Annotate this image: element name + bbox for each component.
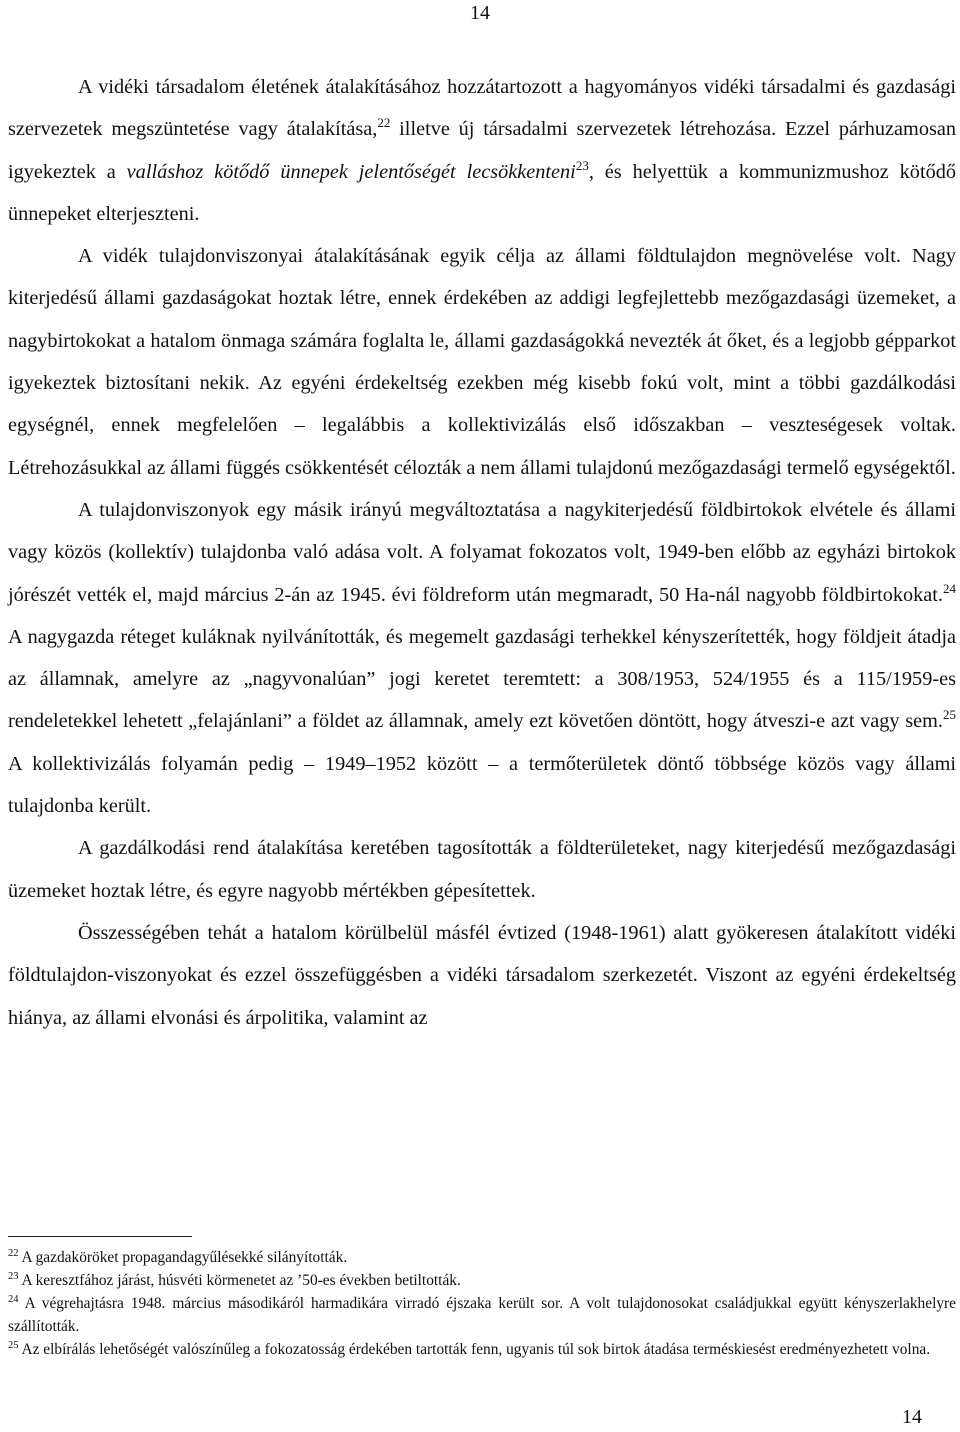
italic-phrase: valláshoz kötődő ünnepek jelentőségét lecsökkenteni xyxy=(126,160,576,183)
footnote-ref-22[interactable]: 22 xyxy=(377,115,391,131)
body-text xyxy=(8,66,956,1039)
page-number-bottom: 14 xyxy=(902,1406,922,1428)
paragraph-2: A vidék tulajdonviszonyai átalakításának egyik célja az állami földtulajdon megnövelése volt. Nagy kiterjedésű állami gazdaságokat hoztak létre, ennek érdekében az addigi legfejlettebb mezőgazdasági üzemeket, a nagybirtokokat a hatalom önmaga számára foglalta le, állami gazdaságokká nevezték át őket, és a legjobb gépparkot igyekeztek biztosítani nekik. Az egyéni érdekeltség ezekben még kisebb fokú volt, mint a többi gazdálkodási egységnél, ennek megfelelően – legalábbis a kollektivizálás első időszakban – veszteségesek voltak. Létrehozásukkal az állami függés csökkentését célozták a nem állami tulajdonú mezőgazdasági termelő egységektől. xyxy=(8,245,956,479)
paragraph-3: A tulajdonviszonyok egy másik irányú megváltoztatása a nagykiterjedésű földbirtokok elvétele és állami vagy közös (kollektív) tulajdonba való adása volt. A folyamat fokozatos volt, 1949-ben előbb az egyházi birtokok jórészét vették el, majd március 2-án az 1945. évi földreform után megmaradt, 50 Ha-nál nagyobb földbirtokokat.$^{24}$ A nagygazda réteget kuláknak nyilvánították, és megemelt gazdasági terhekkel kényszerítették, hogy földjeit átadja az államnak, amelyre az „nagyvonalúan” jogi keretet teremtett: a 308/1953, 524/1955 és a 115/1959-es rendeletekkel lehetett „felajánlani” a földet az államnak, amely ezt követően döntött, hogy átveszi-e azt vagy sem.$^{25}$ A kollektivizálás folyamán pedig – 1949–1952 között – a termőterületek döntő többsége közös vagy állami tulajdonba került. xyxy=(8,498,956,818)
footnote-24: $^{24}$ A végrehajtásra 1948. március másodikáról harmadikára virradó éjszaka került sor. A volt tulajdonosokat családjukkal együtt kényszerlakhelyre szállították. xyxy=(8,1293,956,1335)
footnote-23: $^{23}$ A keresztfához járást, húsvéti körmenetet az ’50-es években betiltották. xyxy=(8,1270,461,1289)
footnote-ref-25[interactable]: 25 xyxy=(943,707,956,723)
footnotes xyxy=(8,1246,956,1361)
page-number-top: 14 xyxy=(470,2,490,24)
footnote-22: $^{22}$ A gazdaköröket propagandagyűlésekké silányították. xyxy=(8,1247,348,1266)
footnote-25: $^{25}$ Az elbírálás lehetőségét valószínűleg a fokozatosság érdekében tartották fenn, ugyanis túl sok birtok átadása terméskiesést eredményezhetett volna. xyxy=(8,1339,931,1358)
footnote-ref-23[interactable]: 23 xyxy=(575,157,589,173)
footnote-ref-24[interactable]: 24 xyxy=(943,580,956,596)
paragraph-5: Összességében tehát a hatalom körülbelül másfél évtized (1948-1961) alatt gyökeresen átalakított vidéki földtulajdon-viszonyokat és ezzel összefüggésben a vidéki társadalom szerkezetét. Viszont az egyéni érdekeltség hiánya, az állami elvonási és árpolitika, valamint az xyxy=(8,921,956,1029)
footnote-separator xyxy=(8,1236,192,1237)
paragraph-4: A gazdálkodási rend átalakítása keretében tagosították a földterületeket, nagy kiterjedésű mezőgazdasági üzemeket hoztak létre, és egyre nagyobb mértékben gépesítettek. xyxy=(8,837,956,902)
paragraph-1: A vidéki társadalom életének átalakításához hozzátartozott a hagyományos vidéki társadalmi és gazdasági szervezetek megszüntetése vagy átalakítása,$^{22}$ illetve új társadalmi szervezetek létrehozása. Ezzel párhuzamosan igyekeztek a valláshoz kötődő ünnepek jelentőségét lecsökkenteni$^{23}$, és helyettük a kommunizmushoz kötődő ünnepeket elterjeszteni. xyxy=(8,76,956,225)
